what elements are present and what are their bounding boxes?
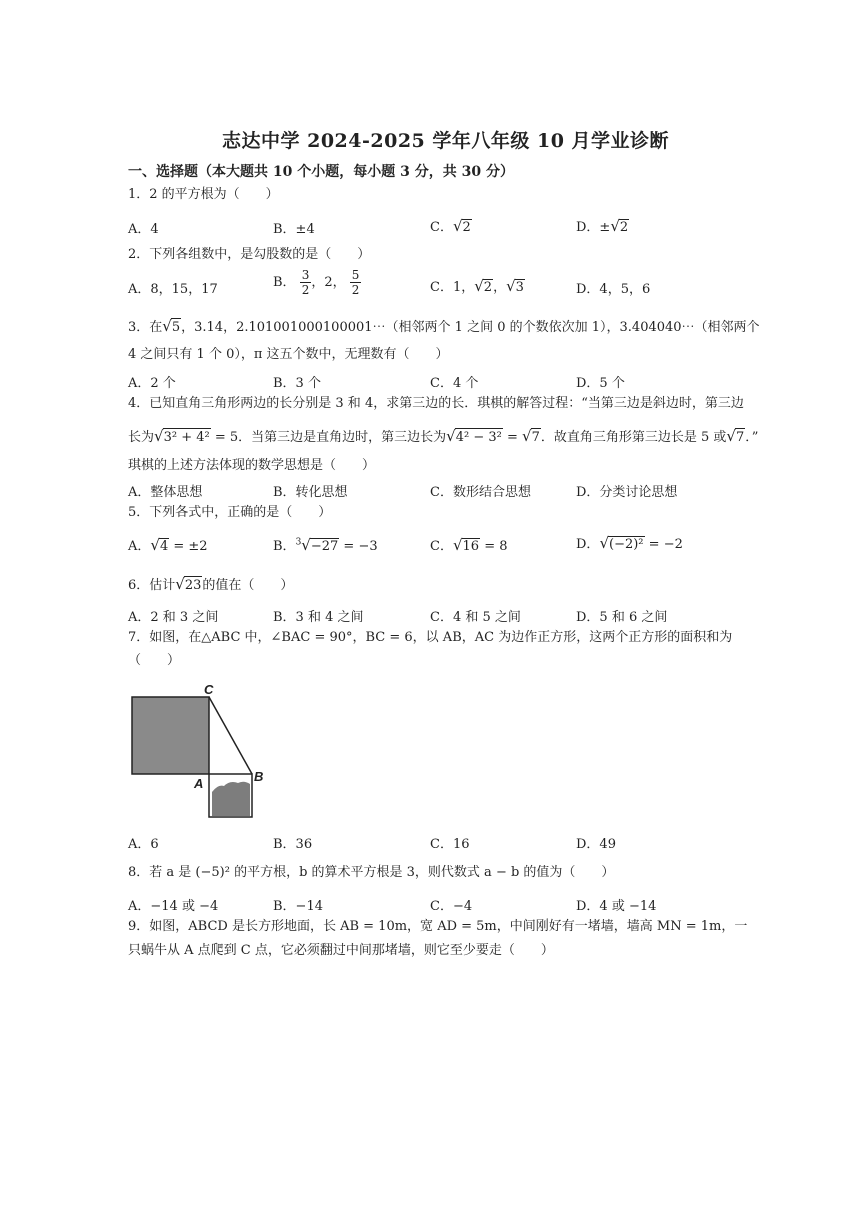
question-2-option-a: A．8，15，17 (128, 282, 218, 297)
question-7-figure (120, 680, 280, 825)
hypotenuse-bc (209, 697, 252, 774)
question-4-option-b: B．转化思想 (273, 485, 348, 500)
question-6-option-b: B．3 和 4 之间 (273, 610, 364, 625)
question-1-option-d: D．±√2 (576, 217, 629, 235)
question-8-option-c: C．−4 (430, 899, 473, 914)
question-3-option-d: D．5 个 (576, 376, 625, 391)
question-2-option-c: C．1，√2，√3 (430, 277, 524, 295)
question-5-option-b: B．$^3$√−27 = −3 (273, 536, 378, 554)
question-1-option-a: A．4 (128, 222, 159, 237)
label-c: C (204, 682, 214, 697)
question-1-option-b: B．±4 (273, 222, 315, 237)
question-8-stem: 8．若 a 是 (−5)² 的平方根，b 的算术平方根是 3，则代数式 a − b 的值为（ ） (128, 865, 615, 880)
question-1-stem: 1．2 的平方根为（ ） (128, 187, 279, 202)
question-3-line-1: 3．在√5，3.14，2.101001000100001⋯（相邻两个 1 之间 0 的个数依次加 1），3.404040⋯（相邻两个 (128, 317, 760, 335)
question-1-option-c: C．√2 (430, 217, 471, 235)
question-3-line-2: 4 之间只有 1 个 0），π 这五个数中，无理数有（ ） (128, 347, 449, 362)
question-7-option-a: A．6 (128, 837, 159, 852)
section-heading: 一、选择题（本大题共 10 个小题，每小题 3 分，共 30 分） (128, 164, 514, 180)
question-3-option-a: A．2 个 (128, 376, 176, 391)
question-3-option-b: B．3 个 (273, 376, 321, 391)
question-6-stem: 6．估计√23的值在（ ） (128, 575, 294, 593)
question-6-option-c: C．4 和 5 之间 (430, 610, 521, 625)
question-5-option-d: D．√(−2)² = −2 (576, 534, 683, 552)
question-9-line-1: 9．如图，ABCD 是长方形地面，长 AB = 10m，宽 AD = 5m，中间刚好有一堵墙，墙高 MN = 1m，一 (128, 919, 748, 934)
question-5-stem: 5．下列各式中，正确的是（ ） (128, 505, 332, 520)
question-5-option-c: C．√16 = 8 (430, 536, 508, 554)
question-4-line-2: 长为√3² + 4² = 5．当第三边是直角边时，第三边长为√4² − 3² = √7．故直角三角形第三边长是 5 或√7．” (128, 427, 759, 445)
question-8-option-d: D．4 或 −14 (576, 899, 657, 914)
question-2-option-b: B． $\frac{3}{2}$ ，2， $\frac{5}{2}$ (273, 268, 360, 297)
page-title: 志达中学 2024-2025 学年八年级 10 月学业诊断 (222, 130, 670, 152)
question-4-option-a: A．整体思想 (128, 485, 203, 500)
question-3-option-c: C．4 个 (430, 376, 479, 391)
label-b: B (254, 769, 264, 784)
question-6-option-a: A．2 和 3 之间 (128, 610, 219, 625)
question-9-line-2: 只蜗牛从 A 点爬到 C 点，它必须翻过中间那堵墙，则它至少要走（ ） (128, 943, 554, 958)
question-4-option-c: C．数形结合思想 (430, 485, 531, 500)
question-4-line-3: 琪棋的上述方法体现的数学思想是（ ） (128, 458, 376, 473)
square-ab-shading (212, 782, 250, 816)
question-7-line-2: （ ） (128, 653, 181, 668)
question-8-option-b: B．−14 (273, 899, 323, 914)
question-8-option-a: A．−14 或 −4 (128, 899, 219, 914)
question-7-option-c: C．16 (430, 837, 470, 852)
question-4-line-1: 4．已知直角三角形两边的长分别是 3 和 4，求第三边的长．琪棋的解答过程：“当第三边是斜边时，第三边 (128, 396, 744, 411)
question-7-option-d: D．49 (576, 837, 616, 852)
question-7-option-b: B．36 (273, 837, 313, 852)
question-2-stem: 2．下列各组数中，是勾股数的是（ ） (128, 247, 371, 262)
square-on-ac (132, 697, 209, 774)
question-4-option-d: D．分类讨论思想 (576, 485, 678, 500)
question-5-option-a: A．√4 = ±2 (128, 536, 208, 554)
question-6-option-d: D．5 和 6 之间 (576, 610, 668, 625)
question-7-line-1: 7．如图，在△ABC 中，∠BAC = 90°，BC = 6，以 AB，AC 为边作正方形，这两个正方形的面积和为 (128, 630, 733, 645)
label-a: A (194, 776, 204, 791)
question-2-option-d: D．4，5，6 (576, 282, 651, 297)
